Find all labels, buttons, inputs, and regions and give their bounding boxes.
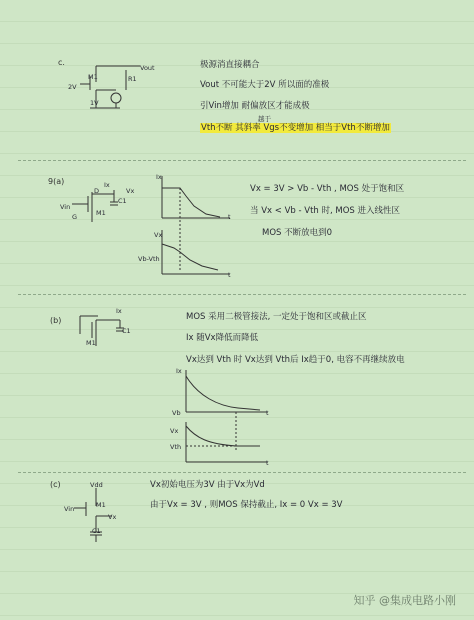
vdd-label-cc: Vdd xyxy=(90,481,103,489)
t-axis-b-top: t xyxy=(266,409,269,417)
ix-axis-b: Ix xyxy=(176,367,182,375)
b-line-2: Ix 随Vx降低而降低 xyxy=(186,333,259,343)
ix-label-9a: Ix xyxy=(104,181,110,189)
m1-label-cc: M1 xyxy=(96,501,106,509)
c1-label-b: C1 xyxy=(122,327,131,335)
d-label-9a: D xyxy=(94,187,100,195)
plot-9a xyxy=(150,172,240,282)
c-line-4-highlight: Vth不断 其斜率 Vgs不变增加 相当于Vth不断增加 xyxy=(201,123,390,133)
watermark: 知乎 @集成电路小刚 xyxy=(353,594,456,607)
section-c-label: c. xyxy=(58,58,65,67)
cc-line-1: Vx初始电压为3V 由于Vx为Vd xyxy=(150,480,265,490)
vout-label: Vout xyxy=(140,64,155,72)
vx-label-cc: Vx xyxy=(108,513,117,521)
vin-label-9a: Vin xyxy=(60,203,71,211)
t-axis-b-bottom: t xyxy=(266,459,269,467)
vb-label-9a: Vb-Vth xyxy=(138,255,160,263)
vx-axis-b: Vx xyxy=(170,427,179,435)
vx-axis-9a: Vx xyxy=(154,231,163,239)
9a-line-2: 当 Vx < Vb - Vth 时, MOS 进入线性区 xyxy=(250,206,401,216)
vx-label-9a: Vx xyxy=(126,187,135,195)
section-cc-label: (c) xyxy=(50,480,61,489)
separator xyxy=(18,472,466,473)
vb-label-b: Vb xyxy=(172,409,181,417)
9a-line-3: MOS 不断放电到0 xyxy=(262,228,333,238)
r1-label: R1 xyxy=(128,75,137,83)
c-annotation: 越于 xyxy=(258,115,271,123)
g-label-9a: G xyxy=(72,213,78,221)
b-line-1: MOS 采用二极管接法, 一定处于饱和区或截止区 xyxy=(186,312,367,322)
m1-label-b: M1 xyxy=(86,339,96,347)
c1-label-9a: C1 xyxy=(118,197,127,205)
vin-label-cc: Vin xyxy=(64,505,75,513)
ix-label-b: Ix xyxy=(116,307,122,315)
circuit-b-diagram xyxy=(74,312,144,352)
cc-line-2: 由于Vx = 3V , 则MOS 保持截止, Ix = 0 Vx = 3V xyxy=(150,500,343,510)
b-line-3: Vx达到 Vth 时 Vx达到 Vth后 Ix趋于0, 电容不再继续放电 xyxy=(186,355,405,365)
vth-label-b: Vth xyxy=(170,443,182,451)
plot-b xyxy=(178,366,278,470)
v2-label: 2V xyxy=(68,83,77,91)
c-line-2: Vout 不可能大于2V 所以面的准极 xyxy=(200,80,330,90)
m1-label-9a: M1 xyxy=(96,209,106,217)
circuit-cc-diagram xyxy=(70,484,130,548)
c-line-3: 引Vin增加 耐偏放区才能成极 xyxy=(200,101,310,111)
separator xyxy=(18,160,466,161)
v1-label: 1V xyxy=(90,99,99,107)
9a-line-1: Vx = 3V > Vb - Vth , MOS 处于饱和区 xyxy=(250,184,405,194)
c1-label-cc: C1 xyxy=(92,527,101,535)
section-b-label: (b) xyxy=(50,316,62,325)
separator xyxy=(18,294,466,295)
c-line-1: 极源消直接耦合 xyxy=(200,60,260,70)
ix-axis-9a: Ix xyxy=(156,173,162,181)
t-axis-9a-bottom: t xyxy=(228,271,231,279)
t-axis-9a-top: t xyxy=(228,213,231,221)
c-line-4 xyxy=(200,123,391,133)
section-9a-label: 9(a) xyxy=(48,177,65,186)
m1-label: M1 xyxy=(88,73,98,81)
